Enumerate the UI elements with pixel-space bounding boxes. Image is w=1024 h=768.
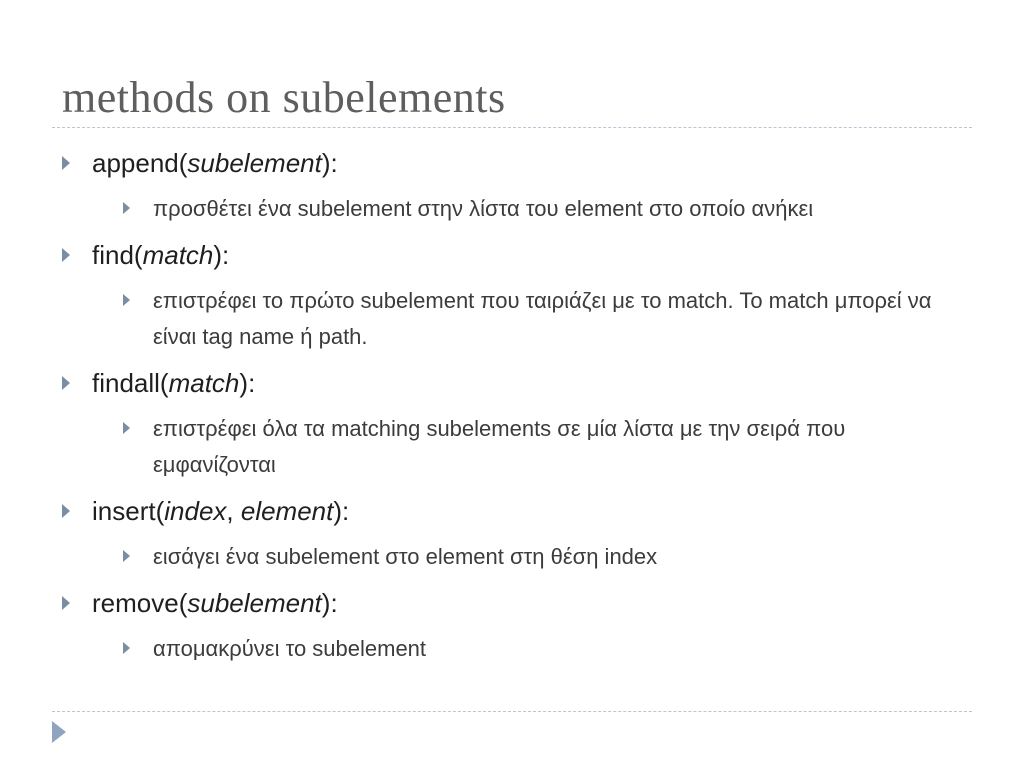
method-param: subelement bbox=[187, 588, 322, 618]
slide-title: methods on subelements bbox=[62, 73, 506, 122]
description-text: επιστρέφει όλα τα matching subelements σε μία λίστα με την σειρά που εμφανίζονται bbox=[153, 416, 846, 477]
method-param: match bbox=[142, 240, 214, 270]
method-item-remove bbox=[62, 585, 972, 667]
method-description bbox=[92, 411, 972, 483]
method-param: match bbox=[168, 368, 240, 398]
triangle-bullet-icon bbox=[62, 504, 70, 518]
method-description bbox=[92, 283, 972, 355]
footer-divider bbox=[52, 711, 972, 712]
bullet-list bbox=[62, 145, 972, 667]
method-suffix: ): bbox=[213, 240, 230, 270]
method-param: subelement bbox=[187, 148, 322, 178]
triangle-bullet-icon bbox=[123, 294, 130, 306]
triangle-bullet-icon bbox=[123, 202, 130, 214]
method-suffix: ): bbox=[239, 368, 256, 398]
description-text: εισάγει ένα subelement στο element στη θέση index bbox=[153, 544, 658, 569]
description-text: προσθέτει ένα subelement στην λίστα του element στο οποίο ανήκει bbox=[153, 196, 814, 221]
method-description bbox=[92, 631, 972, 667]
method-param: element bbox=[240, 496, 334, 526]
method-suffix: ): bbox=[333, 496, 350, 526]
description-text: επιστρέφει το πρώτο subelement που ταιριάζει με το match. To match μπορεί να είναι tag name ή path. bbox=[153, 288, 932, 349]
play-arrow-icon[interactable] bbox=[52, 721, 66, 743]
method-item-find bbox=[62, 237, 972, 355]
method-param-separator: , bbox=[226, 496, 241, 526]
triangle-bullet-icon bbox=[123, 422, 130, 434]
triangle-bullet-icon bbox=[62, 376, 70, 390]
triangle-bullet-icon bbox=[62, 596, 70, 610]
method-suffix: ): bbox=[321, 588, 338, 618]
method-param: index bbox=[164, 496, 227, 526]
method-suffix: ): bbox=[321, 148, 338, 178]
method-item-append bbox=[62, 145, 972, 227]
method-name: remove( bbox=[92, 588, 188, 618]
method-name: find( bbox=[92, 240, 143, 270]
method-item-findall bbox=[62, 365, 972, 483]
triangle-bullet-icon bbox=[62, 156, 70, 170]
triangle-bullet-icon bbox=[123, 642, 130, 654]
triangle-bullet-icon bbox=[62, 248, 70, 262]
method-name: insert( bbox=[92, 496, 165, 526]
method-item-insert bbox=[62, 493, 972, 575]
triangle-bullet-icon bbox=[123, 550, 130, 562]
method-name: findall( bbox=[92, 368, 169, 398]
title-divider bbox=[52, 127, 972, 128]
description-text: απομακρύνει το subelement bbox=[153, 636, 427, 661]
method-description bbox=[92, 539, 972, 575]
method-description bbox=[92, 191, 972, 227]
method-name: append( bbox=[92, 148, 188, 178]
